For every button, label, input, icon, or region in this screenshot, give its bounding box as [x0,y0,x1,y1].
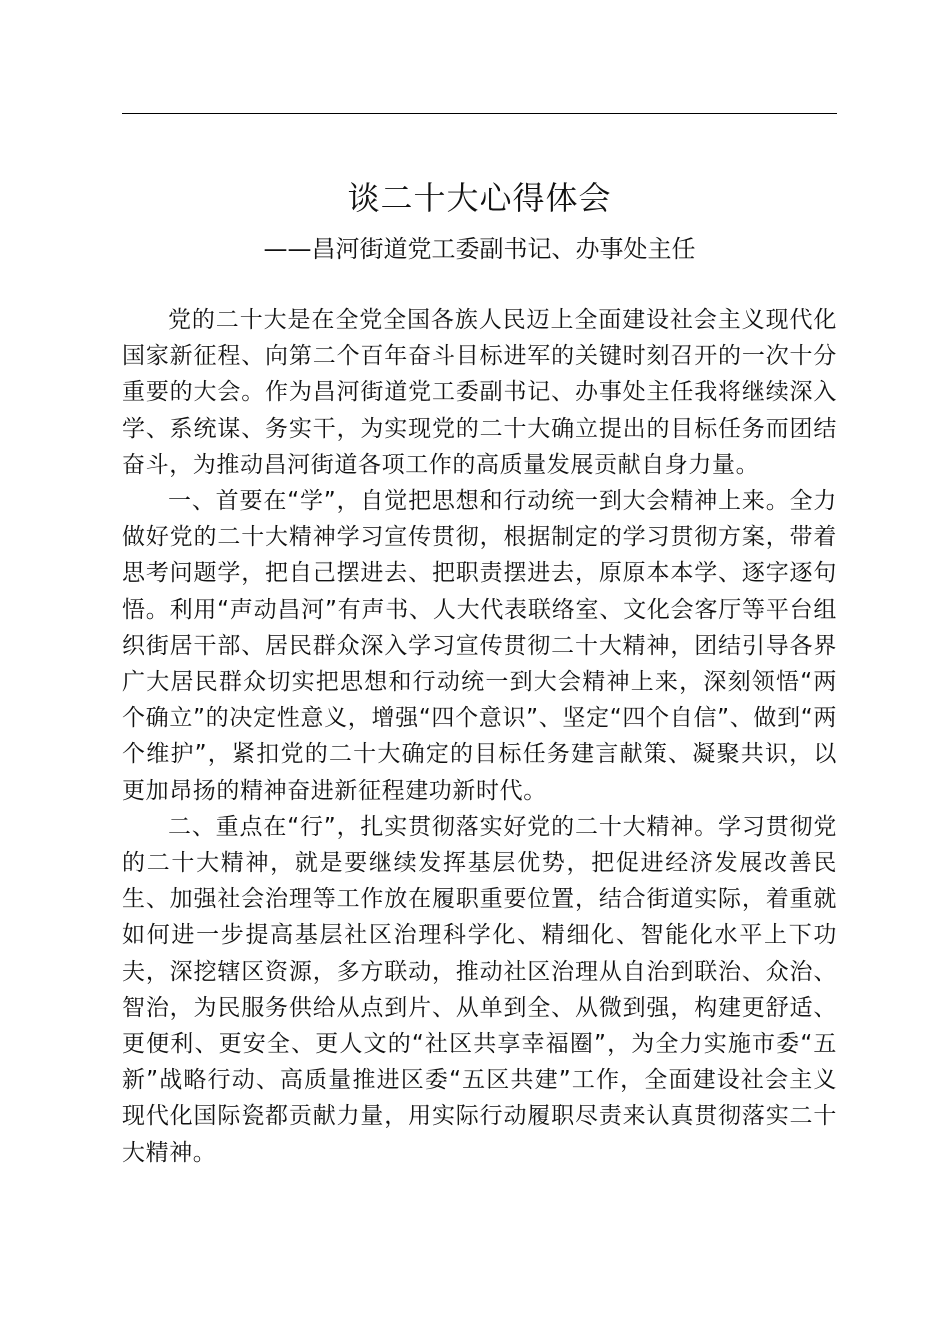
paragraph-action: 二、重点在“行”，扎实贯彻落实好党的二十大精神。学习贯彻党的二十大精神，就是要继续发挥基层优势，把促进经济发展改善民生、加强社会治理等工作放在履职重要位置，结合街道实际，着重就如何进一步提高基层社区治理科学化、精细化、智能化水平上下功夫，深挖辖区资源，多方联动，推动社区治理从自治到联治、众治、智治，为民服务供给从点到片、从单到全、从微到强，构建更舒适、更便利、更安全、更人文的“社区共享幸福圈”，为全力实施市委“五新”战略行动、高质量推进区委“五区共建”工作，全面建设社会主义现代化国际瓷都贡献力量，用实际行动履职尽责来认真贯彻落实二十大精神。 [122,813,837,1166]
document-title: 谈二十大心得体会 [347,179,612,217]
document-body [122,302,837,1171]
header-rule [122,113,837,114]
paragraph-study: 一、首要在“学”，自觉把思想和行动统一到大会精神上来。全力做好党的二十大精神学习宣传贯彻，根据制定的学习贯彻方案，带着思考问题学，把自己摆进去、把职责摆进去，原原本本学、逐字逐句悟。利用“声动昌河”有声书、人大代表联络室、文化会客厅等平台组织街居干部、居民群众深入学习宣传贯彻二十大精神，团结引导各界广大居民群众切实把思想和行动统一到大会精神上来，深刻领悟“两个确立”的决定性意义，增强“四个意识”、坚定“四个自信”、做到“两个维护”，紧扣党的二十大确定的目标任务建言献策、凝聚共识，以更加昂扬的精神奋进新征程建功新时代。 [122,488,837,804]
paragraph-intro: 党的二十大是在全党全国各族人民迈上全面建设社会主义现代化国家新征程、向第二个百年奋斗目标进军的关键时刻召开的一次十分重要的大会。作为昌河街道党工委副书记、办事处主任我将继续深入学、系统谋、务实干，为实现党的二十大确立提出的目标任务而团结奋斗，为推动昌河街道各项工作的高质量发展贡献自身力量。 [122,307,837,478]
document-subtitle: ——昌河街道党工委副书记、办事处主任 [263,235,696,263]
